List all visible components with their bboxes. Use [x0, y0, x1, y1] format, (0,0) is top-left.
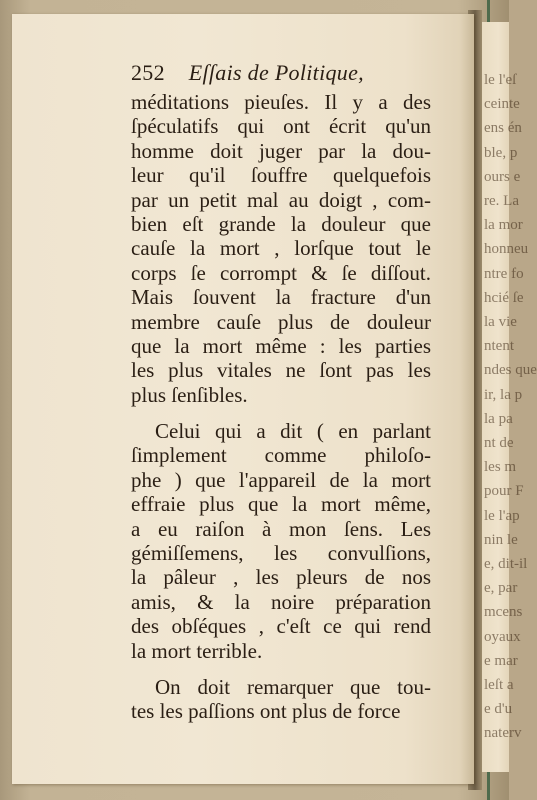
- text-line: bien eſt grande la douleur que: [131, 211, 431, 236]
- text-line: gémiſſemens, les convulſions,: [131, 541, 431, 566]
- text-line: homme doit juger par la dou-: [131, 138, 431, 163]
- running-header: [131, 60, 364, 86]
- facing-page-fragment: ble, p: [484, 144, 518, 161]
- text-line: méditations pieuſes. Il y a des: [131, 90, 431, 114]
- facing-page-fragment: nin le: [484, 531, 518, 548]
- paragraph-gap: [131, 407, 431, 419]
- facing-page-fragment: ntre fo: [484, 265, 524, 282]
- text-line: amis, & la noire préparation: [131, 589, 431, 614]
- text-line: la pâleur , les pleurs de nos: [131, 565, 431, 590]
- facing-page-fragment: e d'u: [484, 701, 513, 718]
- facing-page-fragment: ndes que: [484, 362, 537, 379]
- facing-page-fragment: oyaux: [484, 628, 521, 645]
- facing-page-fragment: mcens: [484, 604, 523, 621]
- facing-page-fragment: les m: [484, 459, 517, 476]
- facing-page-fragment: leſt a: [484, 677, 514, 693]
- facing-page-fragment: la pa: [484, 410, 513, 427]
- facing-page-fragment: nt de: [484, 435, 514, 451]
- facing-page-fragment: e mar: [484, 652, 518, 669]
- facing-page-fragment: le l'eſ: [484, 72, 517, 88]
- text-line: plus ſenſibles.: [131, 382, 248, 407]
- text-line: par un petit mal au doigt , com-: [131, 187, 431, 212]
- facing-page-fragment: ntent: [484, 338, 514, 355]
- facing-page-fragment: ceinte: [484, 96, 520, 113]
- paragraph: [131, 419, 431, 663]
- text-line: que la mort même : les parties: [131, 333, 431, 358]
- facing-page-fragment: naterv: [484, 725, 522, 742]
- text-line: membre cauſe plus de douleur: [131, 309, 431, 334]
- text-line: ſpéculatifs qui ont écrit qu'un: [131, 114, 431, 139]
- facing-page-fragment: la vie: [484, 314, 517, 330]
- facing-page-fragment: ens én: [484, 120, 522, 137]
- facing-page-fragment: ours e: [484, 168, 521, 185]
- text-line: cauſe la mort , lorſque tout le: [131, 236, 431, 261]
- facing-page-fragment: e, dit-il: [484, 556, 528, 572]
- paragraph: [131, 675, 431, 724]
- facing-page-fragment: ir, la p: [484, 386, 523, 403]
- text-line: la mort terrible.: [131, 638, 263, 663]
- text-line: a eu raiſon à mon ſens. Les: [131, 516, 431, 541]
- page-body-text: [131, 90, 431, 724]
- text-line: des obſéques , c'eſt ce qui rend: [131, 614, 431, 639]
- facing-page-fragment: la mor: [484, 217, 523, 234]
- text-line: corps ſe corrompt & ſe diſſout.: [131, 260, 431, 285]
- text-line: Celui qui a dit ( en parlant: [155, 419, 431, 444]
- facing-page-fragment: le l'ap: [484, 507, 520, 524]
- text-line: effraie plus que la mort même,: [131, 492, 431, 517]
- facing-page-fragment: pour F: [484, 483, 524, 500]
- paragraph-gap: [131, 663, 431, 675]
- page-number: 252: [131, 60, 165, 85]
- running-title: Eſſais de Politique,: [188, 60, 364, 85]
- text-line: les plus vitales ne ſont pas les: [131, 358, 431, 383]
- text-line: Mais ſouvent la fracture d'un: [131, 285, 431, 310]
- facing-page-fragment: honneu: [484, 241, 529, 258]
- text-line: phe ) que l'appareil de la mort: [131, 467, 431, 492]
- paragraph: [131, 90, 431, 407]
- text-line: On doit remarquer que tou-: [155, 674, 431, 699]
- facing-page-fragment: hcié ſe: [484, 289, 524, 306]
- text-line: tes les paſſions ont plus de force: [131, 699, 401, 724]
- facing-page-fragment: e, par: [484, 580, 518, 597]
- facing-page-fragment: re. La: [484, 193, 519, 209]
- text-line: leur qu'il ſouffre quelquefois: [131, 163, 431, 188]
- facing-page-edge: [482, 22, 537, 772]
- text-line: ſimplement comme philoſo-: [131, 443, 431, 468]
